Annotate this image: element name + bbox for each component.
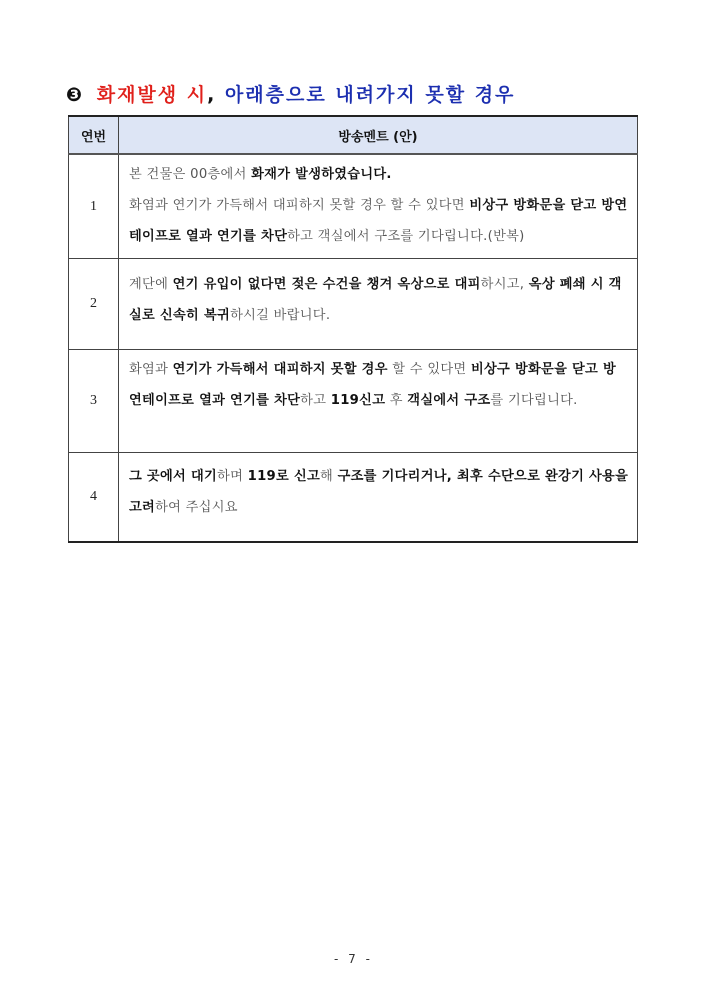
text-bold: 구조를 기다리거나, 최후 수단으로 완강기 사용을 고려 [129,469,629,515]
announcement-text [119,259,638,350]
text-normal: 해 [320,469,338,484]
row-number: 2 [69,259,119,350]
text-bold: 그 곳에서 대기 [129,469,218,484]
text-bold: 옥상 폐쇄 시 객실로 신속히 복귀 [129,277,622,323]
text-normal: 후 [385,393,408,408]
text-bold: 119로 신고 [247,469,321,484]
text-normal: 하며 [217,469,248,484]
text-normal: 하고 객실에서 구조를 기다립니다.(반복) [287,229,525,244]
text-bold: 119신고 [330,393,386,408]
text-normal: 하시고, [480,277,529,292]
text-normal: 하여 주십시요 [155,500,238,515]
text-normal: 하고 [300,393,331,408]
text-bold: 화재가 발생하였습니다. [251,167,392,182]
table-header-row [69,116,638,154]
page-number: - 7 - [334,952,373,966]
column-header-announcement: 방송멘트 (안) [119,116,638,154]
section-title-red: 화재발생 시 [96,84,208,106]
table-row [69,259,638,350]
announcement-text [119,453,638,543]
text-normal: 화염과 [129,362,173,377]
table-row [69,154,638,259]
announcement-text [119,154,638,259]
text-normal: 를 기다립니다. [490,393,578,408]
text-bold: 비상구 방화문을 닫고 방연테이프로 열과 연기를 차단 [129,198,628,244]
table-row [69,453,638,543]
section-title-comma: , [207,84,217,106]
text-normal: 할 수 있다면 [387,362,471,377]
text-normal: 화염과 연기가 가득해서 대피하지 못할 경우 할 수 있다면 [129,198,470,213]
row-number: 4 [69,453,119,543]
circled-number-3-icon: ❸ [66,84,85,106]
broadcast-script-table [68,115,638,543]
section-heading [66,80,515,107]
row-number: 3 [69,350,119,453]
column-header-number: 연번 [69,116,119,154]
text-bold: 연기 유입이 없다면 젖은 수건을 챙겨 옥상으로 대피 [172,277,481,292]
text-normal: 본 건물은 00층에서 [129,167,252,182]
text-normal: 계단에 [129,277,173,292]
table-row [69,350,638,453]
text-bold: 비상구 방화문을 닫고 방연테이프로 열과 연기를 차단 [129,362,617,408]
announcement-text [119,350,638,453]
row-number: 1 [69,154,119,259]
text-normal: 하시길 바랍니다. [230,308,331,323]
section-title-blue: 아래층으로 내려가지 못할 경우 [224,84,516,106]
text-bold: 연기가 가득해서 대피하지 못할 경우 [172,362,388,377]
text-bold: 객실에서 구조 [407,393,491,408]
